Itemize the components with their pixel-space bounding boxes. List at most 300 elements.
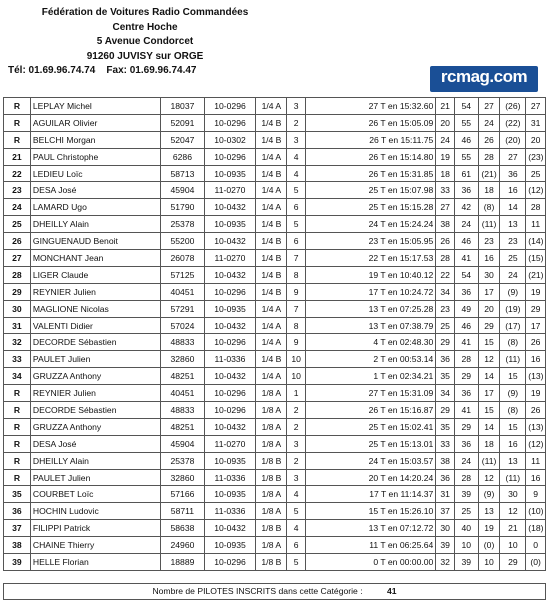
score-cell: 33 — [436, 435, 455, 452]
score-cell: 54 — [454, 266, 478, 283]
pilot-name-cell: GINGUENAUD Benoit — [30, 233, 160, 250]
score-cell: (13) — [526, 418, 546, 435]
score-cell: 37 — [436, 503, 455, 520]
table-row — [4, 368, 546, 385]
score-cell: (11) — [478, 452, 500, 469]
category-cell: 1/4 B — [256, 351, 287, 368]
pilot-name-cell: GRUZZA Anthony — [30, 418, 160, 435]
group-cell: 10 — [287, 351, 306, 368]
score-cell: 24 — [454, 452, 478, 469]
license-number-cell: 32860 — [161, 469, 204, 486]
score-cell: (11) — [478, 216, 500, 233]
group-cell: 2 — [287, 452, 306, 469]
position-cell: R — [4, 402, 31, 419]
frequency-cell: 10-0296 — [204, 283, 256, 300]
result-cell: 1 T en 02:34.21 — [305, 368, 435, 385]
score-cell: 19 — [526, 283, 546, 300]
score-cell: (17) — [500, 317, 526, 334]
table-row — [4, 486, 546, 503]
frequency-cell: 10-0432 — [204, 266, 256, 283]
license-number-cell: 26078 — [161, 250, 204, 267]
score-cell: 28 — [436, 250, 455, 267]
position-cell: R — [4, 385, 31, 402]
score-cell: 34 — [436, 283, 455, 300]
result-cell: 20 T en 14:20.24 — [305, 469, 435, 486]
position-cell: 35 — [4, 486, 31, 503]
category-cell: 1/4 B — [256, 233, 287, 250]
category-cell: 1/8 A — [256, 537, 287, 554]
frequency-cell: 10-0296 — [204, 402, 256, 419]
score-cell: (8) — [500, 334, 526, 351]
position-cell: 38 — [4, 537, 31, 554]
score-cell: 17 — [478, 283, 500, 300]
table-row — [4, 520, 546, 537]
table-row — [4, 283, 546, 300]
position-cell: 26 — [4, 233, 31, 250]
table-row — [4, 351, 546, 368]
score-cell: 15 — [478, 402, 500, 419]
table-row — [4, 114, 546, 131]
category-cell: 1/4 A — [256, 334, 287, 351]
table-row — [4, 385, 546, 402]
license-number-cell: 57024 — [161, 317, 204, 334]
pilot-name-cell: FILIPPI Patrick — [30, 520, 160, 537]
frequency-cell: 10-0296 — [204, 98, 256, 115]
position-cell: R — [4, 98, 31, 115]
result-cell: 26 T en 15:11.75 — [305, 131, 435, 148]
license-number-cell: 25378 — [161, 452, 204, 469]
category-cell: 1/4 B — [256, 250, 287, 267]
result-cell: 2 T en 00:53.14 — [305, 351, 435, 368]
score-cell: 20 — [436, 114, 455, 131]
result-cell: 15 T en 15:26.10 — [305, 503, 435, 520]
position-cell: 28 — [4, 266, 31, 283]
score-cell: (11) — [500, 469, 526, 486]
score-cell: 36 — [436, 351, 455, 368]
license-number-cell: 45904 — [161, 182, 204, 199]
score-cell: 23 — [500, 233, 526, 250]
score-cell: 30 — [478, 266, 500, 283]
score-cell: 16 — [526, 351, 546, 368]
pilot-name-cell: REYNIER Julien — [30, 385, 160, 402]
result-cell: 23 T en 15:05.95 — [305, 233, 435, 250]
pilot-name-cell: GRUZZA Anthony — [30, 368, 160, 385]
score-cell: 27 — [478, 98, 500, 115]
result-cell: 13 T en 07:12.72 — [305, 520, 435, 537]
score-cell: 27 — [500, 148, 526, 165]
table-row — [4, 537, 546, 554]
license-number-cell: 25378 — [161, 216, 204, 233]
license-number-cell: 48251 — [161, 368, 204, 385]
score-cell: (8) — [478, 199, 500, 216]
score-cell: (0) — [526, 554, 546, 571]
frequency-cell: 10-0432 — [204, 418, 256, 435]
score-cell: 61 — [454, 165, 478, 182]
license-number-cell: 51790 — [161, 199, 204, 216]
score-cell: 41 — [454, 334, 478, 351]
score-cell: 36 — [454, 182, 478, 199]
centre-name: Centre Hoche — [112, 21, 178, 33]
group-cell: 3 — [287, 435, 306, 452]
pilot-name-cell: HELLE Florian — [30, 554, 160, 571]
score-cell: (19) — [500, 300, 526, 317]
category-cell: 1/4 B — [256, 114, 287, 131]
score-cell: (9) — [478, 486, 500, 503]
category-cell: 1/4 B — [256, 131, 287, 148]
score-cell: 26 — [478, 131, 500, 148]
position-cell: 23 — [4, 182, 31, 199]
category-cell: 1/4 B — [256, 216, 287, 233]
score-cell: 40 — [454, 520, 478, 537]
table-row — [4, 216, 546, 233]
score-cell: 24 — [436, 131, 455, 148]
score-cell: 16 — [500, 182, 526, 199]
frequency-cell: 10-0432 — [204, 199, 256, 216]
score-cell: 42 — [454, 199, 478, 216]
score-cell: (26) — [500, 98, 526, 115]
frequency-cell: 11-0336 — [204, 351, 256, 368]
score-cell: 20 — [526, 131, 546, 148]
result-cell: 17 T en 10:24.72 — [305, 283, 435, 300]
score-cell: (10) — [526, 503, 546, 520]
score-cell: 54 — [454, 98, 478, 115]
result-cell: 26 T en 15:31.85 — [305, 165, 435, 182]
rcmag-logo — [430, 66, 538, 92]
pilot-name-cell: AGUILAR Olivier — [30, 114, 160, 131]
license-number-cell: 57125 — [161, 266, 204, 283]
result-cell: 26 T en 15:16.87 — [305, 402, 435, 419]
category-cell: 1/8 A — [256, 418, 287, 435]
score-cell: 38 — [436, 216, 455, 233]
group-cell: 2 — [287, 114, 306, 131]
pilot-name-cell: MONCHANT Jean — [30, 250, 160, 267]
score-cell: 18 — [436, 165, 455, 182]
license-number-cell: 52091 — [161, 114, 204, 131]
category-cell: 1/4 A — [256, 300, 287, 317]
score-cell: 41 — [454, 250, 478, 267]
category-cell: 1/8 A — [256, 435, 287, 452]
result-cell: 25 T en 15:15.28 — [305, 199, 435, 216]
frequency-cell: 10-0432 — [204, 368, 256, 385]
score-cell: 10 — [500, 537, 526, 554]
group-cell: 4 — [287, 520, 306, 537]
score-cell: 14 — [500, 199, 526, 216]
group-cell: 3 — [287, 469, 306, 486]
license-number-cell: 58638 — [161, 520, 204, 537]
pilot-name-cell: MAGLIONE Nicolas — [30, 300, 160, 317]
score-cell: 29 — [454, 418, 478, 435]
city-address: 91260 JUVISY sur ORGE — [86, 50, 204, 62]
score-cell: 17 — [526, 317, 546, 334]
score-cell: 24 — [500, 266, 526, 283]
logo-text: rcmag.com — [440, 67, 528, 86]
group-cell: 4 — [287, 165, 306, 182]
score-cell: 22 — [436, 266, 455, 283]
group-cell: 3 — [287, 131, 306, 148]
score-cell: (12) — [526, 182, 546, 199]
frequency-cell: 10-0432 — [204, 317, 256, 334]
score-cell: 29 — [436, 402, 455, 419]
score-cell: 27 — [436, 199, 455, 216]
table-row — [4, 418, 546, 435]
score-cell: 21 — [500, 520, 526, 537]
score-cell: 31 — [436, 486, 455, 503]
pilot-name-cell: COURBET Loïc — [30, 486, 160, 503]
pilot-name-cell: DHEILLY Alain — [30, 452, 160, 469]
position-cell: 29 — [4, 283, 31, 300]
results-table — [3, 97, 546, 571]
table-row — [4, 233, 546, 250]
category-cell: 1/8 B — [256, 452, 287, 469]
license-number-cell: 40451 — [161, 283, 204, 300]
score-cell: 16 — [478, 250, 500, 267]
score-cell: 21 — [436, 98, 455, 115]
group-cell: 4 — [287, 148, 306, 165]
position-cell: R — [4, 452, 31, 469]
score-cell: 16 — [500, 435, 526, 452]
frequency-cell: 10-0296 — [204, 554, 256, 571]
score-cell: 27 — [526, 98, 546, 115]
score-cell: 19 — [436, 148, 455, 165]
license-number-cell: 48251 — [161, 418, 204, 435]
score-cell: (13) — [526, 368, 546, 385]
score-cell: (23) — [526, 148, 546, 165]
group-cell: 3 — [287, 98, 306, 115]
group-cell: 8 — [287, 266, 306, 283]
position-cell: 39 — [4, 554, 31, 571]
score-cell: 12 — [478, 469, 500, 486]
frequency-cell: 11-0270 — [204, 435, 256, 452]
group-cell: 5 — [287, 503, 306, 520]
license-number-cell: 57291 — [161, 300, 204, 317]
group-cell: 5 — [287, 182, 306, 199]
license-number-cell: 24960 — [161, 537, 204, 554]
score-cell: 29 — [454, 368, 478, 385]
pilot-name-cell: REYNIER Julien — [30, 283, 160, 300]
category-cell: 1/8 A — [256, 402, 287, 419]
category-cell: 1/4 B — [256, 266, 287, 283]
contact-phone-fax: Tél: 01.69.96.74.74 Fax: 01.69.96.74.47 — [8, 65, 197, 76]
score-cell: 55 — [454, 114, 478, 131]
license-number-cell: 45904 — [161, 435, 204, 452]
pilot-name-cell: LEPLAY Michel — [30, 98, 160, 115]
score-cell: (8) — [500, 402, 526, 419]
score-cell: 31 — [526, 114, 546, 131]
score-cell: 10 — [478, 554, 500, 571]
score-cell: 38 — [436, 452, 455, 469]
score-cell: 41 — [454, 402, 478, 419]
score-cell: 25 — [526, 165, 546, 182]
position-cell: 22 — [4, 165, 31, 182]
result-cell: 26 T en 15:14.80 — [305, 148, 435, 165]
position-cell: 27 — [4, 250, 31, 267]
result-cell: 25 T en 15:02.41 — [305, 418, 435, 435]
group-cell: 8 — [287, 317, 306, 334]
score-cell: 26 — [436, 233, 455, 250]
table-row — [4, 131, 546, 148]
pilot-name-cell: DHEILLY Alain — [30, 216, 160, 233]
pilot-name-cell: VALENTI Didier — [30, 317, 160, 334]
category-cell: 1/8 A — [256, 486, 287, 503]
score-cell: 11 — [526, 216, 546, 233]
footer-label: Nombre de PILOTES INSCRITS dans cette Catégorie : — [152, 586, 363, 596]
category-cell: 1/4 B — [256, 283, 287, 300]
category-cell: 1/4 A — [256, 368, 287, 385]
position-cell: 30 — [4, 300, 31, 317]
category-cell: 1/8 B — [256, 554, 287, 571]
pilot-name-cell: CHAINE Thierry — [30, 537, 160, 554]
pilot-name-cell: DECORDE Sébastien — [30, 334, 160, 351]
score-cell: 28 — [478, 148, 500, 165]
group-cell: 9 — [287, 283, 306, 300]
table-row — [4, 148, 546, 165]
score-cell: (12) — [526, 435, 546, 452]
score-cell: 15 — [500, 418, 526, 435]
frequency-cell: 11-0336 — [204, 469, 256, 486]
score-cell: (14) — [526, 233, 546, 250]
score-cell: 35 — [436, 418, 455, 435]
group-cell: 2 — [287, 402, 306, 419]
result-cell: 24 T en 15:03.57 — [305, 452, 435, 469]
street-address: 5 Avenue Condorcet — [96, 36, 194, 47]
position-cell: 37 — [4, 520, 31, 537]
score-cell: 29 — [478, 317, 500, 334]
group-cell: 7 — [287, 300, 306, 317]
score-cell: 30 — [500, 486, 526, 503]
score-cell: 14 — [478, 418, 500, 435]
score-cell: 12 — [500, 503, 526, 520]
group-cell: 5 — [287, 216, 306, 233]
result-cell: 13 T en 07:38.79 — [305, 317, 435, 334]
position-cell: 36 — [4, 503, 31, 520]
score-cell: 23 — [436, 300, 455, 317]
license-number-cell: 32860 — [161, 351, 204, 368]
result-cell: 17 T en 11:14.37 — [305, 486, 435, 503]
score-cell: 46 — [454, 317, 478, 334]
category-cell: 1/4 B — [256, 165, 287, 182]
license-number-cell: 58711 — [161, 503, 204, 520]
table-row — [4, 402, 546, 419]
score-cell: 49 — [454, 300, 478, 317]
license-number-cell: 18037 — [161, 98, 204, 115]
frequency-cell: 10-0296 — [204, 148, 256, 165]
score-cell: 25 — [454, 503, 478, 520]
position-cell: 31 — [4, 317, 31, 334]
score-cell: 55 — [454, 148, 478, 165]
score-cell: 16 — [526, 469, 546, 486]
result-cell: 11 T en 06:25.64 — [305, 537, 435, 554]
table-row — [4, 469, 546, 486]
frequency-cell: 10-0432 — [204, 233, 256, 250]
license-number-cell: 55200 — [161, 233, 204, 250]
table-row — [4, 165, 546, 182]
result-cell: 26 T en 15:05.09 — [305, 114, 435, 131]
group-cell: 5 — [287, 554, 306, 571]
table-row — [4, 98, 546, 115]
group-cell: 1 — [287, 385, 306, 402]
federation-name: Fédération de Voitures Radio Commandées — [41, 7, 249, 18]
frequency-cell: 10-0935 — [204, 300, 256, 317]
result-cell: 24 T en 15:24.24 — [305, 216, 435, 233]
score-cell: 19 — [478, 520, 500, 537]
category-cell: 1/8 A — [256, 385, 287, 402]
pilot-name-cell: LIGER Claude — [30, 266, 160, 283]
federation-header — [0, 6, 290, 79]
result-cell: 27 T en 15:31.09 — [305, 385, 435, 402]
position-cell: 33 — [4, 351, 31, 368]
registered-pilots-footer — [3, 583, 546, 600]
score-cell: 32 — [436, 554, 455, 571]
group-cell: 7 — [287, 250, 306, 267]
table-row — [4, 300, 546, 317]
score-cell: 15 — [478, 334, 500, 351]
group-cell: 6 — [287, 199, 306, 216]
position-cell: 32 — [4, 334, 31, 351]
score-cell: 23 — [478, 233, 500, 250]
category-cell: 1/8 B — [256, 520, 287, 537]
license-number-cell: 48833 — [161, 402, 204, 419]
result-cell: 4 T en 02:48.30 — [305, 334, 435, 351]
score-cell: 15 — [500, 368, 526, 385]
result-cell: 22 T en 15:17.53 — [305, 250, 435, 267]
result-cell: 27 T en 15:32.60 — [305, 98, 435, 115]
score-cell: 34 — [436, 385, 455, 402]
score-cell: 10 — [454, 537, 478, 554]
score-cell: 24 — [478, 114, 500, 131]
table-row — [4, 435, 546, 452]
score-cell: 13 — [500, 452, 526, 469]
category-cell: 1/4 A — [256, 317, 287, 334]
result-cell: 13 T en 07:25.28 — [305, 300, 435, 317]
score-cell: 39 — [454, 554, 478, 571]
score-cell: 36 — [454, 385, 478, 402]
position-cell: R — [4, 418, 31, 435]
score-cell: 25 — [500, 250, 526, 267]
table-row — [4, 503, 546, 520]
frequency-cell: 10-0432 — [204, 520, 256, 537]
result-cell: 19 T en 10:40.12 — [305, 266, 435, 283]
result-cell: 25 T en 15:13.01 — [305, 435, 435, 452]
license-number-cell: 48833 — [161, 334, 204, 351]
score-cell: 29 — [500, 554, 526, 571]
pilot-name-cell: BELCHI Morgan — [30, 131, 160, 148]
score-cell: (18) — [526, 520, 546, 537]
pilot-name-cell: DESA José — [30, 435, 160, 452]
frequency-cell: 10-0935 — [204, 537, 256, 554]
score-cell: 14 — [478, 368, 500, 385]
pilot-count: 41 — [387, 586, 397, 596]
score-cell: 39 — [436, 537, 455, 554]
score-cell: 36 — [436, 469, 455, 486]
category-cell: 1/8 A — [256, 503, 287, 520]
score-cell: 30 — [436, 520, 455, 537]
license-number-cell: 58713 — [161, 165, 204, 182]
frequency-cell: 11-0270 — [204, 182, 256, 199]
result-cell: 0 T en 00:00.00 — [305, 554, 435, 571]
score-cell: (15) — [526, 250, 546, 267]
score-cell: 18 — [478, 435, 500, 452]
position-cell: 24 — [4, 199, 31, 216]
frequency-cell: 10-0935 — [204, 216, 256, 233]
score-cell: 39 — [454, 486, 478, 503]
score-cell: 20 — [478, 300, 500, 317]
frequency-cell: 11-0270 — [204, 250, 256, 267]
license-number-cell: 57166 — [161, 486, 204, 503]
score-cell: 35 — [436, 368, 455, 385]
position-cell: R — [4, 435, 31, 452]
score-cell: 13 — [478, 503, 500, 520]
category-cell: 1/4 A — [256, 98, 287, 115]
